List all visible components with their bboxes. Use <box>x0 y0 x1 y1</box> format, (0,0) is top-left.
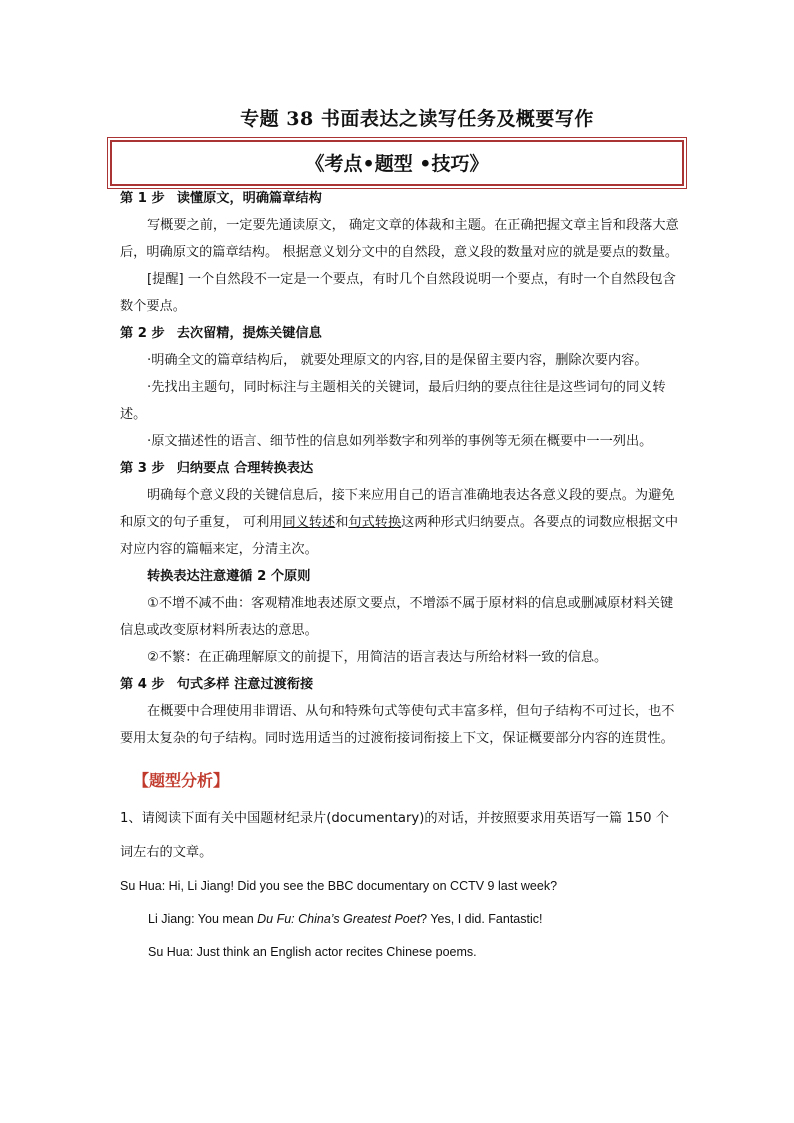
step-label: 第 4 步 <box>120 677 165 692</box>
step-title: 句式多样 注意过渡衔接 <box>176 677 314 692</box>
step-3-paragraph <box>120 482 680 563</box>
step-3-heading <box>120 455 680 482</box>
step-4-heading <box>120 671 680 698</box>
text-run: 明确每个意义段的关键信息后，接下来应用自己的语言准确地表达各意义段的要点。为避免和原文的句子重复， 可利用 <box>120 488 675 530</box>
step-2-bullet: ·原文描述性的语言、细节性的信息如列举数字和列举的事例等无须在概要中一一列出。 <box>147 434 653 449</box>
question-prompt: 1、请阅读下面有关中国题材纪录片(documentary)的对话，并按照要求用英语写一篇 150 个词左右的文章。 <box>120 811 669 860</box>
step-title: 去次留精，提炼关键信息 <box>176 326 322 341</box>
text-run: Li Jiang: You mean <box>148 912 258 926</box>
step-label: 第 3 步 <box>120 461 165 476</box>
underlined-term: 同义转述 <box>282 515 336 530</box>
step-2-bullet: ·先找出主题句，同时标注与主题相关的关键词，最后归纳的要点往往是这些词句的同义转述。 <box>120 380 666 422</box>
step-1-heading <box>120 185 680 212</box>
document-body <box>120 185 680 969</box>
step-1-paragraph: 写概要之前，一定要先通读原文， 确定文章的体裁和主题。在正确把握文章主旨和段落大意后，明确原文的篇章结构。 根据意义划分文中的自然段，意义段的数量对应的就是要点的数量。 <box>120 218 679 260</box>
section-banner: 《考点•题型 •技巧》 <box>110 140 684 186</box>
text-run: 和 <box>335 515 349 530</box>
step-label: 第 1 步 <box>120 191 165 206</box>
dialogue-line: Su Hua: Just think an English actor recites Chinese poems. <box>148 945 477 959</box>
step-1-reminder: [提醒] 一个自然段不一定是一个要点，有时几个自然段说明一个要点，有时一个自然段包含数个要点。 <box>120 272 676 314</box>
section-heading: 【题型分析】 <box>133 771 230 790</box>
step-title: 读懂原文，明确篇章结构 <box>176 191 322 206</box>
documentary-title: Du Fu: China’s Greatest Poet <box>257 912 421 926</box>
principles-subheading: 转换表达注意遵循 2 个原则 <box>147 569 311 584</box>
text-run: 这两种形式归纳要点。各要点的词数应根据文中对应内容的篇幅来定，分清主次。 <box>120 515 679 557</box>
step-2-heading <box>120 320 680 347</box>
step-title: 归纳要点 合理转换表达 <box>176 461 314 476</box>
page-title: 专题 38 书面表达之读写任务及概要写作 <box>240 108 594 130</box>
step-2-bullet: ·明确全文的篇章结构后， 就要处理原文的内容,目的是保留主要内容，删除次要内容。 <box>147 353 648 368</box>
underlined-term: 句式转换 <box>348 515 402 530</box>
principle-item: ①不增不减不曲：客观精准地表述原文要点，不增添不属于原材料的信息或删减原材料关键信息或改变原材料所表达的意思。 <box>120 596 674 638</box>
text-run: ? Yes, I did. Fantastic! <box>420 912 543 926</box>
principle-item: ②不繁：在正确理解原文的前提下，用简洁的语言表达与所给材料一致的信息。 <box>147 650 608 665</box>
dialogue-line: Su Hua: Hi, Li Jiang! Did you see the BBC documentary on CCTV 9 last week? <box>120 879 558 893</box>
dialogue-line <box>120 903 680 936</box>
step-label: 第 2 步 <box>120 326 165 341</box>
step-4-paragraph: 在概要中合理使用非谓语、从句和特殊句式等使句式丰富多样，但句子结构不可过长，也不要用太复杂的句子结构。同时选用适当的过渡衔接词衔接上下文，保证概要部分内容的连贯性。 <box>120 704 675 746</box>
